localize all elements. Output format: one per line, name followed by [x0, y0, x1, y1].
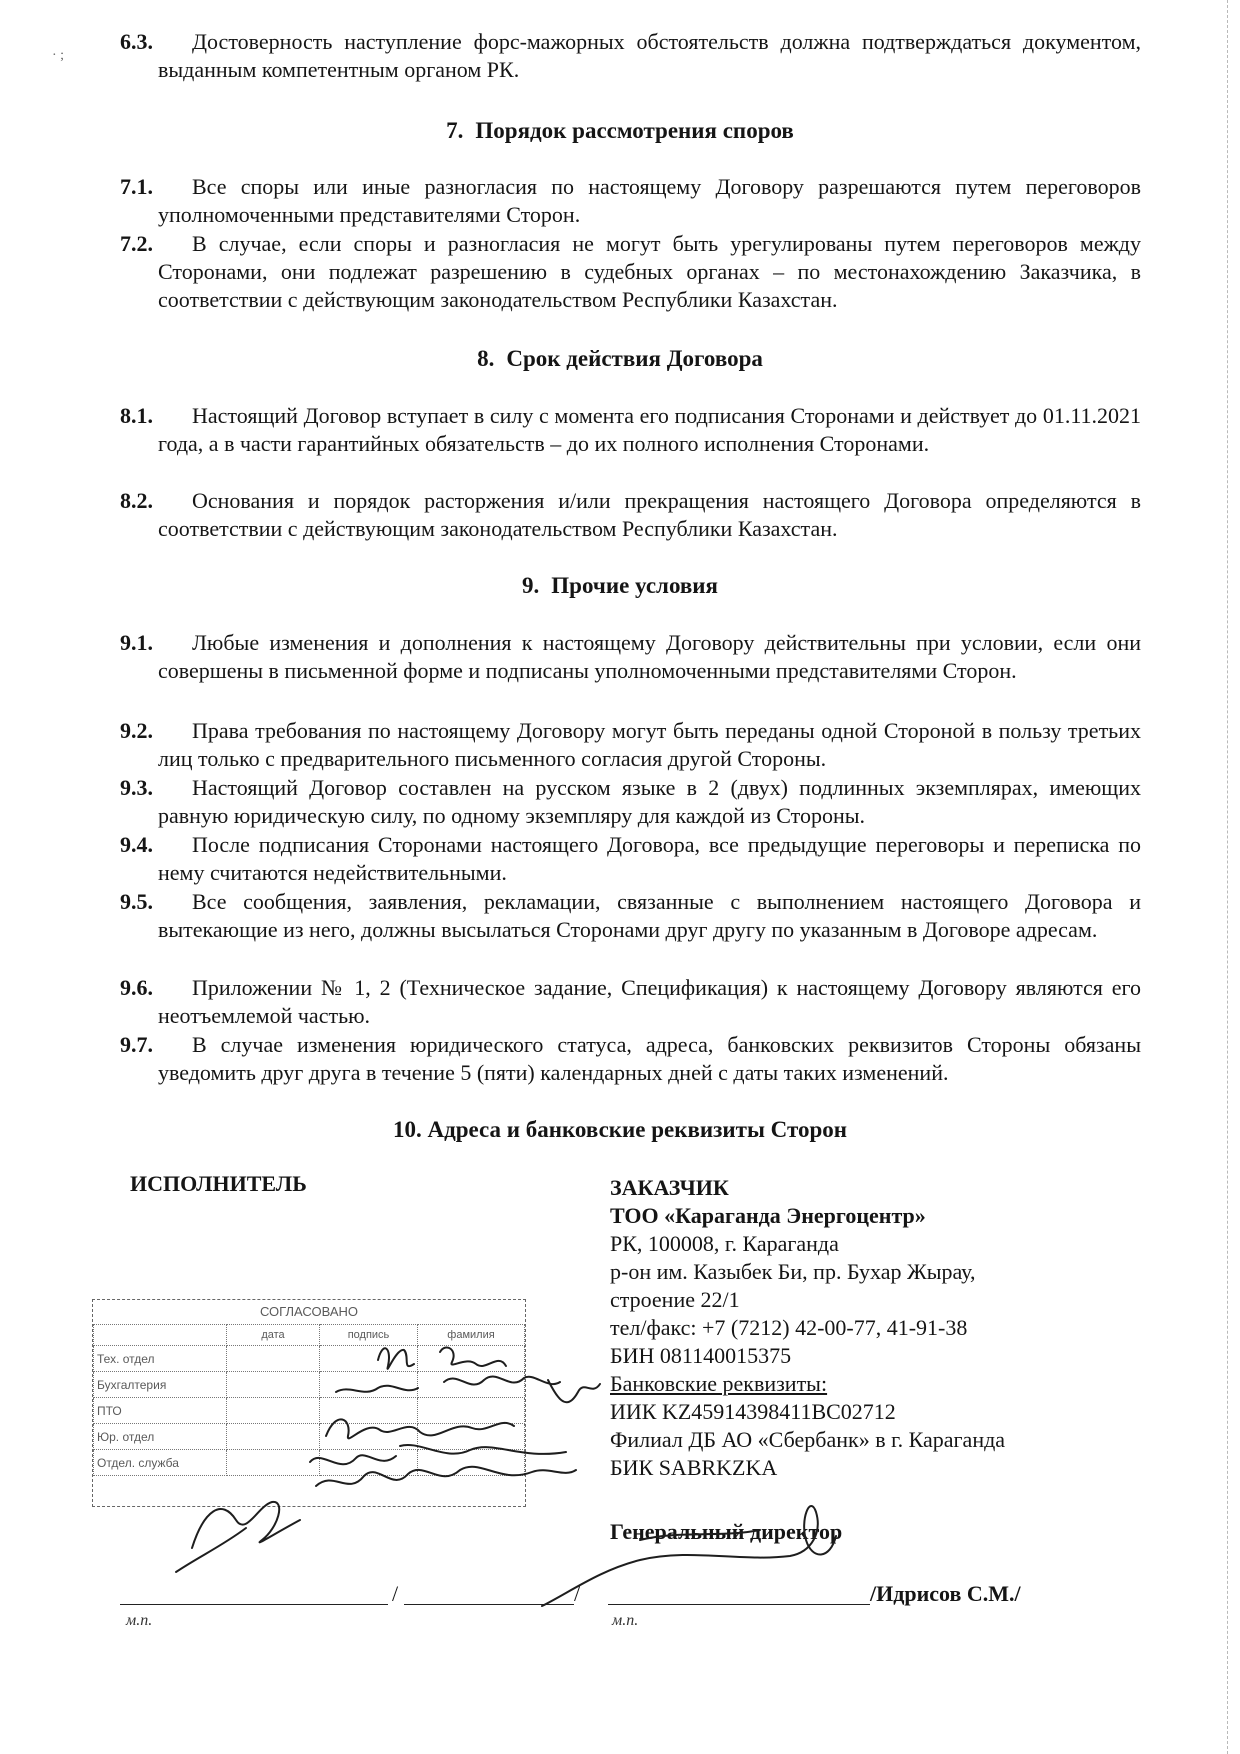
executor-slash-2: / — [574, 1581, 581, 1606]
customer-bank: Филиал ДБ АО «Сбербанк» в г. Караганда — [610, 1427, 1006, 1452]
clause-number: 9.1. — [120, 630, 153, 655]
customer-title: ЗАКАЗЧИК — [610, 1175, 729, 1200]
clause-6-3 — [120, 28, 1141, 84]
signature-stroke — [548, 1380, 600, 1402]
customer-iik: ИИК KZ45914398411BC02712 — [610, 1399, 896, 1424]
clause-9-3 — [120, 774, 1141, 830]
signature-stroke — [176, 1528, 246, 1572]
clause-number: 7.1. — [120, 174, 153, 199]
clause-number: 9.4. — [120, 832, 153, 857]
customer-mp: м.п. — [612, 1612, 639, 1629]
clause-9-6 — [120, 974, 1141, 1030]
clause-8-2 — [120, 487, 1141, 543]
clause-number: 9.6. — [120, 975, 153, 1000]
stamp-row-label: ПТО — [94, 1398, 227, 1424]
section-10-heading: 10. Адреса и банковские реквизиты Сторон — [392, 1117, 848, 1142]
clause-text: Настоящий Договор вступает в силу с момента его подписания Сторонами и действует до 01.11.2021 года, а в части гарантийных обязательств – до их полного исполнения Сторонами. — [158, 403, 1141, 456]
clause-text: Права требования по настоящему Договору могут быть переданы одной Стороной в пользу третьих лиц только с предварительного письменного согласия другой Стороны. — [158, 718, 1141, 771]
clause-number: 9.3. — [120, 775, 153, 800]
section-8-heading: 8. Срок действия Договора — [477, 346, 763, 371]
clause-text: Достоверность наступление форс-мажорных обстоятельств должна подтверждаться документом, выданным компетентным органом РК. — [158, 29, 1141, 82]
executor-slash-1: / — [392, 1581, 399, 1606]
customer-company: ТОО «Караганда Энергоцентр» — [610, 1203, 926, 1228]
clause-7-2 — [120, 230, 1141, 314]
customer-bank-label: Банковские реквизиты: — [610, 1371, 828, 1396]
section-9-heading: 9. Прочие условия — [522, 573, 718, 598]
customer-bin: БИН 081140015375 — [610, 1343, 792, 1368]
clause-text: В случае, если споры и разногласия не могут быть урегулированы путем переговоров между Сторонами, они подлежат разрешению в судебных органах – по местонахождению Заказчика, в соответствии с действующим законодательством Республики Казахстан. — [158, 231, 1141, 312]
clause-text: После подписания Сторонами настоящего Договора, все предыдущие переговоры и переписка по нему считаются недействительными. — [158, 832, 1141, 885]
stamp-row-label: Тех. отдел — [94, 1346, 227, 1372]
approval-stamp — [92, 1299, 526, 1507]
clause-7-1 — [120, 173, 1141, 229]
customer-phone: тел/факс: +7 (7212) 42-00-77, 41-91-38 — [610, 1315, 968, 1340]
customer-address-2: р-он им. Казыбек Би, пр. Бухар Жырау, — [610, 1259, 976, 1284]
clause-number: 8.2. — [120, 488, 153, 513]
clause-8-1 — [120, 402, 1141, 458]
clause-text: В случае изменения юридического статуса, адреса, банковских реквизитов Стороны обязаны уведомить друг друга в течение 5 (пяти) календарных дней с даты таких изменений. — [158, 1032, 1141, 1085]
stamp-row-label: Юр. отдел — [94, 1424, 227, 1450]
customer-bik: БИК SABRKZKA — [610, 1455, 778, 1480]
director-name: /Идрисов С.М./ — [870, 1581, 1021, 1606]
clause-9-2 — [120, 717, 1141, 773]
executor-name-line — [404, 1604, 574, 1605]
customer-sign-line — [608, 1604, 870, 1605]
executor-title: ИСПОЛНИТЕЛЬ — [130, 1171, 307, 1196]
clause-9-1 — [120, 629, 1141, 685]
stamp-table — [93, 1324, 525, 1476]
customer-address-1: РК, 100008, г. Караганда — [610, 1231, 839, 1256]
signature-stroke — [192, 1502, 300, 1548]
clause-9-5 — [120, 888, 1141, 944]
executor-mp: м.п. — [126, 1612, 153, 1629]
stamp-col-date: дата — [227, 1325, 320, 1346]
clause-text: Все сообщения, заявления, рекламации, связанные с выполнением настоящего Договора и вытекающие из него, должны высылаться Сторонами друг другу по указанным в Договоре адресам. — [158, 889, 1141, 942]
clause-9-4 — [120, 831, 1141, 887]
section-7-heading: 7. Порядок рассмотрения споров — [446, 118, 794, 143]
clause-text: Настоящий Договор составлен на русском языке в 2 (двух) подлинных экземплярах, имеющих равную юридическую силу, по одному экземпляру для каждой из Стороны. — [158, 775, 1141, 828]
executor-sign-line — [120, 1604, 388, 1605]
clause-text: Все споры или иные разногласия по настоящему Договору разрешаются путем переговоров уполномоченными представителями Сторон. — [158, 174, 1141, 227]
clause-number: 7.2. — [120, 231, 153, 256]
clause-number: 9.7. — [120, 1032, 153, 1057]
clause-number: 8.1. — [120, 403, 153, 428]
clause-number: 6.3. — [120, 29, 153, 54]
customer-address-3: строение 22/1 — [610, 1287, 740, 1312]
director-title: Генеральный директор — [610, 1519, 843, 1544]
stamp-row-label: Отдел. служба — [94, 1450, 227, 1476]
clause-number: 9.2. — [120, 718, 153, 743]
scan-marks: · ; — [52, 48, 65, 63]
clause-text: Любые изменения и дополнения к настоящему Договору действительны при условии, если они совершены в письменной форме и подписаны уполномоченными представителями Сторон. — [158, 630, 1141, 683]
clause-9-7 — [120, 1031, 1141, 1087]
clause-text: Основания и порядок расторжения и/или прекращения настоящего Договора определяются в соответствии с действующим законодательством Республики Казахстан. — [158, 488, 1141, 541]
stamp-row-label: Бухгалтерия — [94, 1372, 227, 1398]
clause-text: Приложении № 1, 2 (Техническое задание, Спецификация) к настоящему Договору являются его неотъемлемой частью. — [158, 975, 1141, 1028]
stamp-col-name: фамилия — [418, 1325, 525, 1346]
stamp-col-signature: подпись — [320, 1325, 418, 1346]
clause-number: 9.5. — [120, 889, 153, 914]
scan-edge-line — [1226, 0, 1228, 1754]
stamp-title: СОГЛАСОВАНО — [259, 1304, 359, 1319]
